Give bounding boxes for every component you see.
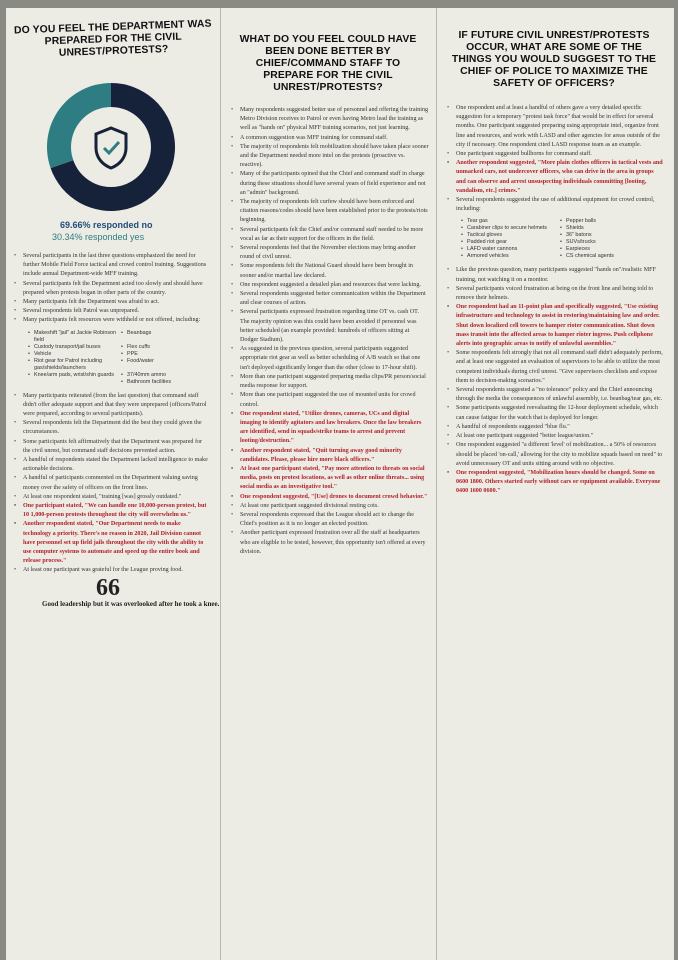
donut-hole — [71, 107, 151, 187]
sublist-item: • Shields — [560, 225, 659, 232]
quote-mark: 66 — [96, 574, 120, 601]
stat-responded-yes: 30.34% responded yes — [52, 232, 145, 242]
list-item: • A common suggestion was MFF training for command staff. — [229, 134, 429, 143]
list-item: • One respondent suggested, "[Use] drones to document crowd behavior." — [229, 493, 429, 502]
findings-list-c — [12, 502, 210, 566]
list-item: • Many of the participants opined that the Chief and command staff in charge during these situations should have several years of field experience and not an "admin" background. — [229, 170, 429, 198]
sublist-item: • Flex cuffs — [121, 344, 214, 351]
list-item: • Another participant expressed frustration over all the staff at headquarters who are eligible to be tested, however, this opportunity isn't offered at every division. — [229, 529, 429, 557]
list-item: • One respondent stated, "Utilize drones, cameras, UCs and digital imaging to identify agitators and law breakers. Once the law breakers are identified, send in squads/strike teams to arrest and prevent looting/destruction." — [229, 410, 429, 447]
list-item: • At least one participant was grateful for the League proving food. — [12, 566, 210, 575]
list-item: • Several respondents feel that the November elections may bring another round of civil unrest. — [229, 244, 429, 262]
sublist-item: • PPE — [121, 351, 214, 358]
sublist-item: • Food/water — [121, 358, 214, 372]
list-item: • Many participants felt resources were withheld or not offered, including: — [12, 316, 210, 325]
sublist-item: • Knee/arm pads, wrist/shin guards — [28, 372, 121, 379]
list-item: • At least one participant stated, "Pay more attention to threats on social media, posts on protest locations, as well as other online threats... using social media as an investigative tool." — [229, 465, 429, 493]
list-item: • Another respondent stated, "Our Department needs to make technology a priority. There's no reason in 2020, Jail Division cannot have personnel set up field jails throughout the city with the ability to use computer systems to automate and speed up the entire book and release process." — [12, 520, 210, 566]
list-item: • One respondent suggested "a different 'level' of mobilization... a 50% of resources should be placed 'on-call,' allowing for the city to mobilize squads based on need" to avoid unnecessary OT and units sitting around with no objective. — [445, 441, 663, 469]
report-page — [6, 8, 674, 960]
list-item: • Many participants felt the Department was afraid to act. — [12, 298, 210, 307]
list-item: • Some participants suggested reevaluating the 12-hour deployment schedule, which can cause fatigue for the watch that is deployed for longer. — [445, 404, 663, 422]
done-better-list — [229, 106, 429, 557]
sublist-item: • Pepper balls — [560, 218, 659, 225]
list-item: • Many participants reiterated (from the last question) that command staff didn't offer adequate support and that they were unprepared (officers/Patrol were prepared, according to several participants). — [12, 392, 210, 420]
list-item: • Some respondents felt the National Guard should have been brought in sooner and/or martial law declared. — [229, 262, 429, 280]
sublist-item: • 37/40mm ammo — [121, 372, 214, 379]
list-item: • Some respondents felt strongly that not all command staff didn't adequately perform, and at least one suggested an evaluation of supervisors to be able to utilize the most competent individuals during civil unrest. "Give supervisors checklists and expose them to decision-making scenarios." — [445, 349, 663, 386]
list-item: • Several respondents expressed that the League should act to change the Chief's position as it is no longer an elected position. — [229, 511, 429, 529]
list-item: • One respondent suggested a detailed plan and resources that were lacking. — [229, 281, 429, 290]
column-prepared — [6, 8, 220, 960]
sublist-item: • Beanbags — [121, 330, 214, 344]
sublist-item: • 36" batons — [560, 232, 659, 239]
heading-prepared: DO YOU FEEL THE DEPARTMENT WAS PREPARED FOR THE CIVIL UNREST/PROTESTS? — [13, 18, 212, 59]
list-item: • The majority of respondents felt mobilization should have taken place sooner and the Department needed more intel on the protests (proactive vs. reactive). — [229, 143, 429, 171]
list-item: • Several participants voiced frustration at being on the front line and being told to remove their helmets. — [445, 285, 663, 303]
list-item: • At least one participant suggested divisional resting cots. — [229, 502, 429, 511]
sublist-item: • Carabiner clips to secure helmets — [461, 225, 560, 232]
list-item: • One respondent suggested, "Mobilization hours should be changed. Some on 0600 1800. Others started early without cars or equipment available. Everyone 0400 1600 0600." — [445, 469, 663, 497]
list-item: • One respondent and at least a handful of others gave a very detailed specific suggestion for a temporary "protest task force" that would be in effect for several months. One participant suggested preparing using appropriate intel, organize front line and resources, and work with LASD and other agencies for areas outside of the city if necessary. One respondent cited LASD response team as an example. — [445, 104, 663, 150]
list-item: • Some participants felt affirmatively that the Department was prepared for the civil unrest, but command staff decisions prevented action. — [12, 438, 210, 456]
future-list-a — [445, 104, 663, 214]
equipment-sublist — [461, 218, 659, 260]
column-done-better — [220, 8, 437, 960]
future-list-b — [445, 266, 663, 496]
list-item: • Several respondents suggested the use of additional equipment for crowd control, including: — [445, 196, 663, 214]
list-item: • One participant suggested bullhorns for command staff. — [445, 150, 663, 159]
response-donut-chart — [44, 80, 178, 214]
heading-future-safety: IF FUTURE CIVIL UNREST/PROTESTS OCCUR, WHAT ARE SOME OF THE THINGS YOU WOULD SUGGEST TO THE CHIEF OF POLICE TO MAXIMIZE THE SAFETY OF OFFICERS? — [451, 30, 657, 89]
stat-responded-no: 69.66% responded no — [60, 220, 153, 230]
sublist-item: • Custody transport/jail buses — [28, 344, 121, 351]
list-item: • Several participants in the last three questions emphasized the need for further Mobile Field Force tactical and crowd control training. Suggestions include annual Department-wide MFF training. — [12, 252, 210, 280]
list-item: • Another respondent suggested, "More plain clothes officers in tactical vests and unmarked cars, not undercover officers, who can drive in the area in groups and can observe and arrest unsuspecting individuals committing [looting, vandalism, etc.] crimes." — [445, 159, 663, 196]
list-item: • One respondent had an 11-point plan and specifically suggested, "Use existing infrastructure and technology to assist in restoring/maintaining law and order. Shut down localized cell towers to hamper rioter communication. Shut down mass transit into the affected areas to hamper rioter ingress. Push cellphone alerts into geographic areas to notify of unlawful assemblies." — [445, 303, 663, 349]
list-item: • At least one respondent stated, "training [was] grossly outdated." — [12, 493, 210, 502]
list-item: • Another respondent stated, "Quit turning away good minority candidates. Please, please hire more black officers." — [229, 447, 429, 465]
resources-sublist — [28, 330, 214, 386]
findings-list-d — [12, 566, 210, 575]
list-item: • As suggested in the previous question, several participants suggested appropriate riot gear as well as better scheduling of A/B watch so that one isn't deployed significantly longer than the other (close to 17-hour shift). — [229, 345, 429, 373]
findings-list-a — [12, 252, 210, 326]
sublist-item: • Vehicle — [28, 351, 121, 358]
sublist-item: • Makeshift "jail" at Jackie Robinson field — [28, 330, 121, 344]
list-item: • One participant stated, "We can handle one 10,000-person protest, but 10 1,000-person protests throughout the city will overwhelm us." — [12, 502, 210, 520]
sublist-item: • Padded riot gear — [461, 239, 560, 246]
sublist-item: • Tear gas — [461, 218, 560, 225]
list-item: • At least one participant suggested "better league/union." — [445, 432, 663, 441]
list-item: • Several participants felt the Department acted too slowly and should have prepared when protests began in other parts of the country. — [12, 280, 210, 298]
list-item: • A handful of respondents stated the Department lacked intelligence to make actionable decisions. — [12, 456, 210, 474]
list-item: • Several respondents felt Patrol was unprepared. — [12, 307, 210, 316]
list-item: • Many respondents suggested better use of personnel and offering the training Metro Division receives to Patrol or even having Metro lead the training as well as "hands on" physical MFF training scenarios, not just learning. — [229, 106, 429, 134]
closing-quote: Good leadership but it was overlooked after he took a knee. — [42, 599, 220, 608]
list-item: • The majority of respondents felt curfew should have been enforced and citation reasons/codes should have been established prior to the protests/riots beginning. — [229, 198, 429, 226]
sublist-item: • CS chemical agents — [560, 253, 659, 260]
sublist-item: • Tactical gloves — [461, 232, 560, 239]
list-item: • Several respondents felt the Department did the best they could given the circumstances. — [12, 419, 210, 437]
sublist-item: • SUVs/trucks — [560, 239, 659, 246]
list-item: • Like the previous question, many participants suggested "hands on"/realistic MFF training, not watching it on a monitor. — [445, 266, 663, 284]
sublist-item: • Bathroom facilities — [121, 379, 214, 386]
findings-list-b — [12, 392, 210, 502]
list-item: • A handful of respondents suggested "blue flu." — [445, 423, 663, 432]
list-item: • More than one participant suggested the use of mounted units for crowd control. — [229, 391, 429, 409]
list-item: • A handful of participants commented on the Department valuing saving money over the safety of officers on the front lines. — [12, 474, 210, 492]
sublist-item: • Armored vehicles — [461, 253, 560, 260]
heading-done-better: WHAT DO YOU FEEL COULD HAVE BEEN DONE BETTER BY CHIEF/COMMAND STAFF TO PREPARE FOR THE CIVIL UNREST/PROTESTS? — [239, 34, 417, 93]
sublist-item: • LAFD water cannons — [461, 246, 560, 253]
list-item: • Several respondents suggested better communication within the Department and clear courses of action. — [229, 290, 429, 308]
column-future-safety — [436, 8, 674, 960]
list-item: • More than one participant suggested preparing media clips/PR person/social media response for support. — [229, 373, 429, 391]
list-item: • Several respondents suggested a "no tolerance" policy and the Chief announcing through the media the consequences of unlawful assembly, i.e. beanbag/tear gas, etc. — [445, 386, 663, 404]
donut-svg — [44, 80, 178, 214]
list-item: • Several participants felt the Chief and/or command staff needed to be more vocal as far as their support for the officers in the field. — [229, 226, 429, 244]
sublist-item: • Earpieces — [560, 246, 659, 253]
sublist-item: • Riot gear for Patrol including gas/shields/launchers — [28, 358, 121, 372]
list-item: • Several participants expressed frustration regarding time OT vs. cash OT. The majority opinion was this could have been avoided if personnel was better scheduled (an example provided: hundreds of officers sitting at Dodger Stadium). — [229, 308, 429, 345]
